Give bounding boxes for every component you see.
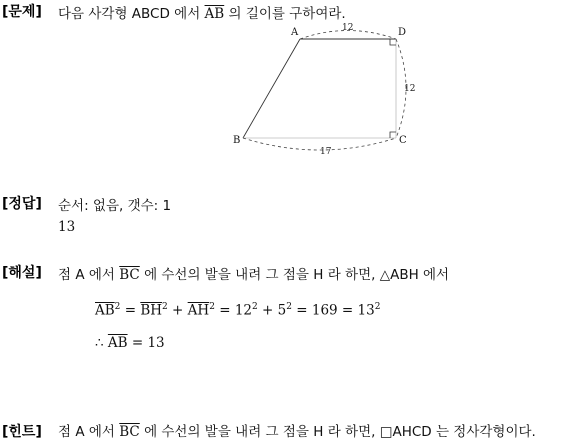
eq-sq2: 2 bbox=[162, 302, 168, 312]
vertex-label-b: B bbox=[233, 135, 241, 146]
vertex-label-c: C bbox=[399, 135, 407, 146]
right-angle-d bbox=[390, 39, 396, 45]
side-ab bbox=[243, 39, 300, 138]
eq-rhs-c: = 169 = 13 bbox=[296, 302, 375, 319]
eq-sq5: 2 bbox=[286, 302, 292, 312]
eq-sq1: 2 bbox=[114, 302, 121, 312]
solution-conclusion bbox=[95, 335, 165, 351]
right-angle-c bbox=[390, 132, 396, 138]
answer-value: 13 bbox=[58, 219, 76, 235]
problem-tag: [문제] bbox=[2, 4, 42, 20]
eq-bh: $\overline{BH}$ bbox=[140, 302, 163, 319]
problem-segment-ab: $\overline{AB}$ bbox=[204, 6, 225, 22]
hint-tag: [힌트] bbox=[2, 424, 42, 440]
eq-plus: + bbox=[172, 302, 184, 319]
conclusion-segment-ab: $\overline{AB}$ bbox=[107, 335, 128, 351]
hint-statement bbox=[58, 420, 536, 440]
problem-text-suffix: 의 길이를 구하여라. bbox=[228, 6, 346, 22]
solution-segment-bc: $\overline{BC}$ bbox=[119, 267, 140, 283]
len-label-ad: 12 bbox=[342, 23, 354, 33]
eq-rhs-b: + 5 bbox=[262, 302, 287, 319]
solution-line1-b: 에 수선의 발을 내려 그 점을 H 라 하면, △ABH 에서 bbox=[144, 267, 450, 283]
eq-rhs-a: = 12 bbox=[219, 302, 252, 319]
hint-text-a: 점 A 에서 bbox=[58, 424, 115, 440]
len-label-dc: 12 bbox=[404, 84, 416, 94]
solution-line-1 bbox=[58, 263, 449, 283]
problem-text-prefix: 다음 사각형 ABCD 에서 bbox=[58, 6, 201, 22]
answer-meta: 순서: 없음, 갯수: 1 bbox=[58, 198, 172, 214]
conclusion-value: = 13 bbox=[131, 335, 165, 351]
eq-ah: $\overline{AH}$ bbox=[187, 302, 210, 319]
quadrilateral-figure bbox=[228, 20, 418, 160]
therefore-symbol: ∴ bbox=[95, 335, 104, 351]
hint-segment-bc: $\overline{BC}$ bbox=[119, 424, 140, 440]
solution-equation bbox=[95, 302, 380, 319]
vertex-label-d: D bbox=[398, 27, 407, 38]
answer-tag: [정답] bbox=[2, 196, 42, 212]
eq-equals: = bbox=[124, 302, 137, 319]
eq-sq3: 2 bbox=[209, 302, 215, 312]
eq-ab: $\overline{AB}$ bbox=[95, 302, 115, 319]
solution-line1-a: 점 A 에서 bbox=[58, 267, 115, 283]
problem-statement bbox=[58, 2, 346, 22]
eq-sq6: 2 bbox=[374, 302, 381, 312]
eq-sq4: 2 bbox=[252, 302, 258, 312]
hint-text-b: 에 수선의 발을 내려 그 점을 H 라 하면, □AHCD 는 정사각형이다. bbox=[144, 424, 536, 440]
len-label-bc: 17 bbox=[320, 147, 332, 157]
solution-tag: [해설] bbox=[2, 265, 42, 281]
vertex-label-a: A bbox=[291, 27, 299, 38]
